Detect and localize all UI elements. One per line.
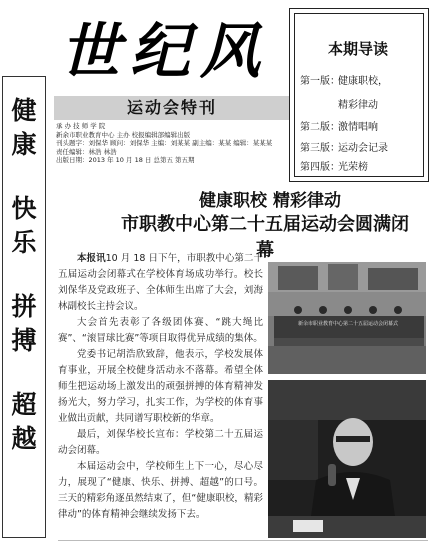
- speaker-photo-image: [268, 380, 426, 538]
- article-paragraph: 最后，刘保华校长宣布：学校第二十五届运动会闭幕。: [58, 429, 263, 456]
- slogan-char: 拼: [11, 292, 37, 321]
- slogan-char: 越: [11, 424, 37, 453]
- toc-text: 激情唱响: [338, 122, 378, 133]
- toc-item[interactable]: [300, 118, 378, 133]
- article-paragraph: [58, 251, 263, 315]
- special-issue-banner: [54, 96, 290, 120]
- stage-banner-text: 新余市职业教育中心第二十五届运动会闭幕式: [297, 321, 399, 327]
- info-line: 责任编辑：林浩 林浩: [56, 147, 117, 156]
- slogan-char: 搏: [11, 326, 37, 355]
- toc-text: 精彩律动: [338, 100, 378, 111]
- ceremony-photo-image: [268, 262, 426, 374]
- toc-text: 健康职校，: [338, 76, 388, 87]
- article-paragraph: 党委书记胡浩欣致辞，他表示，学校发展体育事业，开展全校健身活动永不落幕。希望全体师生把运动场上激发出的顽强拼搏的体育精神发扬光大，努力学习，扎实工作，为学校的体育事业做出贡献，共同谱写职校新的华章。: [58, 349, 263, 424]
- article-lead: 本报讯: [77, 253, 106, 264]
- toc-text: 运动会记录: [338, 143, 388, 154]
- slogan-column: [2, 76, 46, 538]
- publication-info: [56, 122, 292, 165]
- masthead-title: 世纪风: [60, 17, 270, 87]
- banner-label: 运动会特刊: [126, 98, 217, 117]
- toc-item[interactable]: [300, 158, 368, 173]
- headline-line-2: 市职教中心第二十五届运动会圆满闭幕: [121, 214, 409, 261]
- slogan-char: 健: [11, 96, 37, 125]
- toc-item[interactable]: [300, 72, 388, 87]
- info-line: 新余市职业教育中心 主办 校报编辑部编辑出版: [56, 130, 191, 139]
- info-line: 刊头题字：刘保华 顾问：刘保华 主编：刘某某 副主编：某某 编辑：某某某: [56, 139, 273, 147]
- speaker-photo: [268, 380, 426, 538]
- toc-item[interactable]: [300, 139, 388, 154]
- slogan-char: 康: [11, 130, 37, 159]
- toc-version: 第三版：: [300, 143, 340, 154]
- closing-ceremony-photo: [268, 262, 426, 374]
- slogan-char: 快: [11, 194, 37, 223]
- article-paragraph: 本届运动会中，学校师生上下一心，尽心尽力，展现了“健康、快乐、拼搏、超越”的口号。三天的精彩角逐虽然结束了，但“健康职校，精彩律动”的体育精神会继续发扬下去。: [58, 461, 263, 520]
- toc-text: 光荣榜: [338, 162, 368, 173]
- footer-divider: [58, 540, 428, 541]
- toc-version: 第二版：: [300, 122, 340, 133]
- toc-version: 第四版：: [300, 162, 340, 173]
- article-paragraph: 大会首先表彰了各级团体赛、“跳大绳比赛”、“滚冒球比赛”等项目取得优异成绩的集体。: [58, 317, 263, 344]
- headline-line-1: 健康职校 精彩律动: [199, 191, 341, 211]
- toc-item[interactable]: [300, 96, 378, 111]
- toc-version: 第一版：: [300, 76, 340, 87]
- article-text: 10 月 18 日下午，市职教中心第二十五届运动会闭幕式在学校体育场成功举行。校长刘保华及党政班子、全体师生出席了大会，刘海林副校长主持会议。: [58, 253, 263, 312]
- slogan-char: 超: [11, 390, 37, 419]
- info-line: 承 办 技 师 学 院: [56, 122, 106, 130]
- article-body: [58, 251, 263, 523]
- info-line: 出版日期：2013 年 10 月 18 日 总第五 第五期: [56, 156, 195, 164]
- toc-title: 本期导读: [327, 40, 388, 58]
- slogan-char: 乐: [11, 228, 37, 257]
